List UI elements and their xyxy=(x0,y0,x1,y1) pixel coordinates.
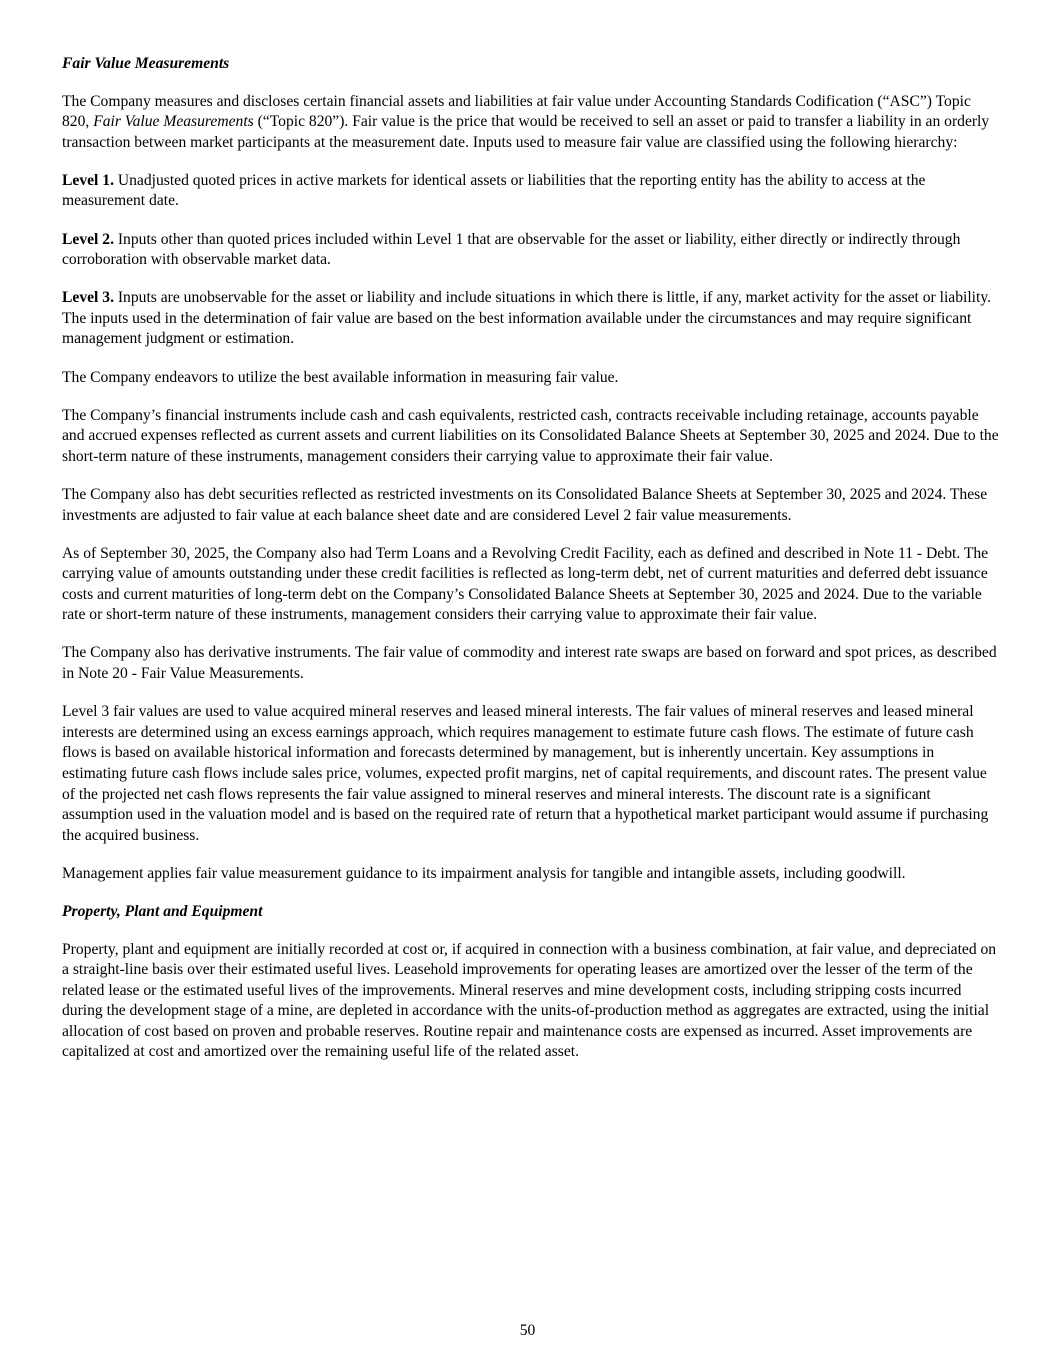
section-heading-ppe: Property, Plant and Equipment xyxy=(62,902,263,920)
intro-text-part2: (“Topic 820”). Fair value is the price that would be received to sell an asset or paid to transfer a liability in an orderly transaction between market participants at the measurement date. Inputs used to measure fair value are classified using the following hierarchy: xyxy=(62,113,990,151)
level-2-text: Inputs other than quoted prices included within Level 1 that are observable for the asset or liability, either directly or indirectly through corroboration with observable market data. xyxy=(62,230,961,269)
paragraph-best-information: The Company endeavors to utilize the best available information in measuring fair value. xyxy=(62,368,619,386)
paragraph-ppe: Property, plant and equipment are initially recorded at cost or, if acquired in connection with a business combination, at fair value, and depreciated on a straight-line basis over their estimated useful lives. Leasehold improvements for operating leases are amortized over the lesser of the term of the related lease or the estimated useful lives of the improvements. Mineral reserves and mine development costs, including stripping costs incurred during the development stage of a mine, are depleted in accordance with the units-of-production method as aggregates are extracted, using the initial allocation of cost based on proven and probable reserves. Routine repair and maintenance costs are expensed as incurred. Asset improvements are capitalized at cost and amortized over the remaining useful life of the related asset. xyxy=(62,940,997,1061)
paragraph-level-3-values: Level 3 fair values are used to value acquired mineral reserves and leased mineral interests. The fair values of mineral reserves and leased mineral interests are determined using an excess earnings approach, which requires management to estimate future cash flows. The estimate of future cash flows is based on available historical information and forecasts determined by management, but is inherently uncertain. Key assumptions in estimating future cash flows include sales price, volumes, expected profit margins, net of capital requirements, and discount rates. The present value of the projected net cash flows represents the fair value assigned to mineral reserves and mineral interests. The discount rate is a significant assumption used in the valuation model and is based on the required rate of return that a hypothetical market participant would assume if purchasing the acquired business. xyxy=(62,703,989,844)
paragraph-financial-instruments: The Company’s financial instruments include cash and cash equivalents, restricted cash, contracts receivable including retainage, accounts payable and accrued expenses reflected as current assets and current liabilities on its Consolidated Balance Sheets at September 30, 2025 and 2024. Due to the short-term nature of these instruments, management considers their carrying value to approximate their fair value. xyxy=(62,406,999,465)
document-page xyxy=(62,54,1002,1081)
section-heading-fair-value: Fair Value Measurements xyxy=(62,55,230,72)
level-2-paragraph xyxy=(62,230,1002,271)
level-1-paragraph xyxy=(62,171,1002,212)
intro-text-part1: The Company measures and discloses certain financial assets and liabilities at fair value under Accounting Standards Codification (“ASC”) Topic 820, xyxy=(62,92,971,131)
paragraph-debt-securities: The Company also has debt securities reflected as restricted investments on its Consolidated Balance Sheets at September 30, 2025 and 2024. These investments are adjusted to fair value at each balance sheet date and are considered Level 2 fair value measurements. xyxy=(62,485,988,524)
level-2-label: Level 2. xyxy=(62,230,114,248)
page-number: 50 xyxy=(519,1322,536,1339)
level-1-text: Unadjusted quoted prices in active markets for identical assets or liabilities that the reporting entity has the ability to access at the measurement date. xyxy=(62,171,926,210)
level-1-label: Level 1. xyxy=(62,171,114,189)
paragraph-term-loans: As of September 30, 2025, the Company also had Term Loans and a Revolving Credit Facility, each as defined and described in Note 11 - Debt. The carrying value of amounts outstanding under these credit facilities is reflected as long-term debt, net of current maturities and deferred debt issuance costs and current maturities of long-term debt on the Company’s Consolidated Balance Sheets at September 30, 2025 and 2024. Due to the variable rate or short-term nature of these instruments, management considers their carrying value to approximate their fair value. xyxy=(62,544,989,624)
paragraph-derivatives: The Company also has derivative instruments. The fair value of commodity and interest rate swaps are based on forward and spot prices, as described in Note 20 - Fair Value Measurements. xyxy=(62,644,997,683)
level-3-label: Level 3. xyxy=(62,289,114,307)
level-3-text: Inputs are unobservable for the asset or liability and include situations in which there is little, if any, market activity for the asset or liability. The inputs used in the determination of fair value are based on the best information available under the circumstances and may require significant management judgment or estimation. xyxy=(62,289,992,348)
level-3-paragraph xyxy=(62,288,1002,350)
paragraph-impairment-guidance: Management applies fair value measurement guidance to its impairment analysis for tangible and intangible assets, including goodwill. xyxy=(62,864,906,882)
intro-italic-title: Fair Value Measurements xyxy=(93,113,254,131)
fair-value-intro-paragraph xyxy=(62,92,1002,154)
